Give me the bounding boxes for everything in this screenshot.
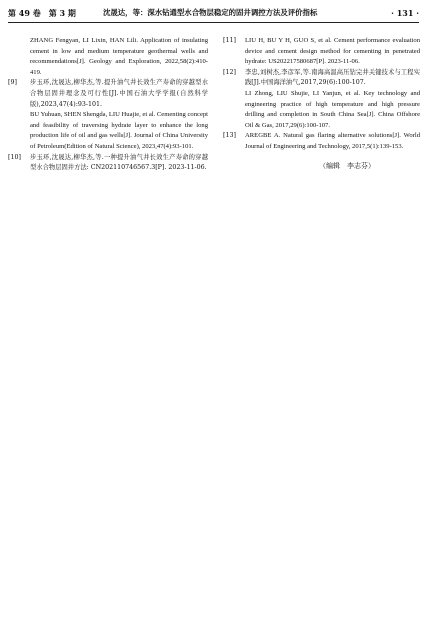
running-header [8,6,419,23]
page-number: · 131 · [391,8,419,18]
editor-credit: （编辑 李志芬） [319,161,375,170]
reference-9 [8,78,208,152]
reference-number: [11] [223,37,236,44]
running-title: 沈晟达，等：深水钻通型水合物层稳定的固井调控方法及评价指标 [103,8,318,17]
reference-number: [13] [223,132,236,140]
reference-13 [223,131,420,152]
reference-english-text: LI Zhong, LIU Shujie, LI Yanjun, et al. Key technology and engineering practice of high temperature and high pressure drilling and completion in South China Sea[J]. China Offshore Oil & Gas, 2017,29(6):100-107. [245,89,420,129]
reference-number: [9] [8,79,17,87]
reference-chinese-text: 步玉环,沈晟达,柳华杰,等.一种提升油气井长效生产寿命的穿越型水合物层固井方法: CN202110746567.3[P]. 2023-11-06. [30,153,208,172]
reference-column-left [8,36,208,174]
reference-11 [223,36,420,68]
reference-column-right [223,36,420,171]
reference-chinese-text: 李忠,刘树杰,李彦军,等.南海高温高压钻完井关键技术与工程实践[J].中国海洋油气,2017,29(6):100-107. [245,68,420,87]
reference-8-continuation [8,36,208,78]
reference-english-text: AREGBE A. Natural gas flaring alternative solutions[J]. World Journal of Engineering and Technology, 2017,5(1):139-153. [245,132,420,150]
reference-english-text: BU Yuhuan, SHEN Shengda, LIU Huajie, et al. Cementing concept and feasibility of traversing hydrate layer to enhance the long production life of oil and gas wells[J]. Journal of China University of Petroleum(Edition of Natural Science), 2023,47(4):93-101. [30,111,208,150]
reference-english-text: ZHANG Fengyan, LI Lixin, HAN Lili. Application of insulating cement in low and medium temperature geothermal wells and recommendations[J]. Geology and Exploration, 2022,58(2):410-419. [30,37,208,76]
reference-number: [10] [8,153,21,161]
reference-chinese-text: 步玉环,沈晟达,柳华杰,等.提升油气井长效生产寿命的穿越型水合物层固井理念及可行性[J].中国石油大学学报(自然科学版),2023,47(4):93-101. [30,79,208,108]
journal-volume-issue: 第 49 卷 第 3 期 [8,8,76,18]
reference-english-text: LIU H, BU Y H, GUO S, et al. Cement performance evaluation device and cement design method for cementing in penetrated hydrate: US202217580687[P]. 2023-11-06. [245,37,420,66]
reference-number: [12] [223,68,236,76]
reference-10 [8,153,208,174]
reference-12 [223,68,420,132]
